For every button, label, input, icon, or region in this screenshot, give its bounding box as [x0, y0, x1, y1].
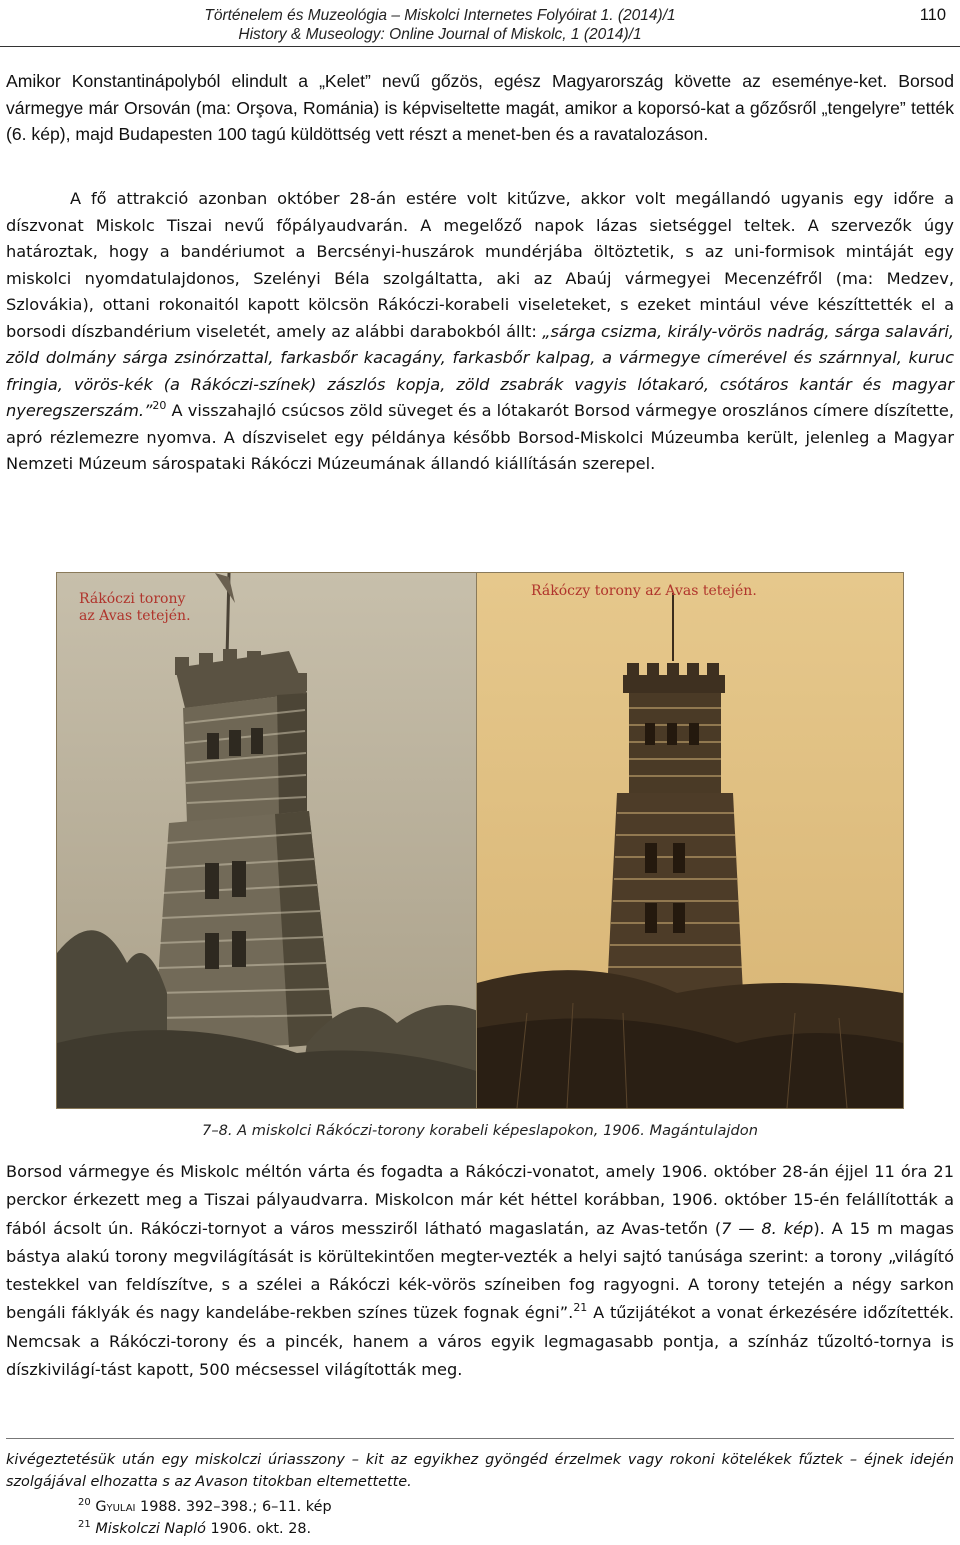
footnote-ref-20[interactable]: 20 — [152, 399, 167, 412]
paragraph-3-text-b: ). A 15 m magas bástya alakú torony megvilágítását is körültekintően megter-vezték a helyi sajtó tanúsága szerint: a torony „világító testekkel van feldíszítve, s a szélei a Rákóczi kék-vörös színeiben fog ragyogni. A torony tetején a négy sarkon bengáli fáklyák és nagy kandelábe-rekben színes tüzek fognak égni”. — [6, 1218, 954, 1323]
footnote-21-number: 21 — [78, 1519, 91, 1530]
page-number: 110 — [919, 6, 946, 24]
footnote-20-author: Gyulai — [95, 1499, 136, 1515]
figure-caption: 7–8. A miskolci Rákóczi-torony korabeli képeslapokon, 1906. Magántulajdon — [202, 1122, 758, 1139]
postcard-image-left — [56, 572, 484, 1109]
inscription-right: Rákóczy torony az Avas tetején. — [531, 583, 757, 599]
paragraph-3-text-c: A tűzijátékot a vonat érkezésére időzítették. Nemcsak a Rákóczi-torony és a pincék, hanem a város egyik legmagasabb pontja, a színház tűzoltó-tornya is díszkivilágí-tást kapott, 500 mécsessel világították meg. — [6, 1303, 954, 1380]
footnote-20-text: 1988. 392–398.; 6–11. kép — [135, 1499, 332, 1515]
paragraph-2-text: A fő attrakció azonban október 28-án estére volt kitűzve, akkor volt megállandó ugyanis egy időre a díszvonat Miskolc Tiszai nevű főpályaudvarán. A megelőző napok lázas sietséggel teltek. A szervezők úgy határoztak, hogy a bandériumot a Bercsényi-huszárok mundérjába öltöztetik, s az uni-formisok mintáját egy miskolci nyomdatulajdonos, Szelényi Béla szolgáltatta, aki az Abaúj vármegyei Mecenzéfről (ma: Medzev, Szlovákia), ottani rokonaitól kapott kölcsön Rákóczi-korabeli viseleteket, s ezeket mintául véve készíttették el a borsodi díszbandérium viseletét, amely az alábbi darabokból állt: — [6, 189, 954, 341]
footnote-21 — [78, 1521, 311, 1537]
paragraph-3-text-a: Borsod vármegye és Miskolc méltón várta és fogadta a Rákóczi-vonatot, amely 1906. október 28-án éjjel 11 óra 21 perckor érkezett meg a Tiszai pályaudvarra. Miskolcon már két héttel korábban, 1906. október 15-én felállították a fából ácsolt ún. Rákóczi-tornyot a város messziről látható magaslatán, az Avas-tetőn ( — [6, 1162, 954, 1238]
picture-reference: 7 — 8. kép — [721, 1218, 814, 1238]
journal-title — [0, 6, 880, 44]
paragraph-3 — [6, 1158, 954, 1384]
footnote-20 — [78, 1499, 332, 1515]
postcard-image-right — [476, 572, 904, 1109]
inscription-left: Rákóczi torony az Avas tetején. — [79, 591, 191, 624]
footnote-20-number: 20 — [78, 1497, 91, 1508]
tower-photo-right — [477, 573, 903, 1108]
footnote-continuation: kivégeztetésük után egy miskolczi úriasszony – kit az egyikhez gyöngéd érzelmek vagy rokoni kötelékek fűztek – éjnek idején szolgájával elhozatta s az Avason titokban eltemettette. — [6, 1452, 954, 1490]
journal-title-hu: Történelem és Muzeológia – Miskolci Internetes Folyóirat 1. (2014)/1 — [204, 7, 676, 24]
journal-title-en: History & Museology: Online Journal of Miskolc, 1 (2014)/1 — [238, 26, 642, 43]
paragraph-2-tail: A visszahajló csúcsos zöld süveget és a lótakarót Borsod vármegye oroszlános címere díszítette, apró rézlemezre nyomva. A díszviselet egy példánya később Borsod-Miskolci Múzeumba került, jelenleg a Magyar Nemzeti Múzeum sárospataki Rákóczi Múzeumának állandó kiállításán szerepel. — [6, 401, 955, 473]
footnote-21-title: Miskolczi Napló — [95, 1521, 206, 1537]
running-header — [0, 2, 960, 47]
footnote-21-text: 1906. okt. 28. — [205, 1521, 312, 1537]
tower-photo-left — [57, 573, 483, 1108]
footnote-divider — [6, 1438, 954, 1439]
footnote-ref-21[interactable]: 21 — [573, 1301, 588, 1315]
paragraph-1: Amikor Konstantinápolyból elindult a „Kelet” nevű gőzös, egész Magyarország követte az eseménye-ket. Borsod vármegye már Orsován (ma: Orşova, Románia) is képviseltette magát, amikor a koporsó-kat a gőzősről „tengelyre” tették (6. kép), majd Budapesten 100 tagú küldöttség vett részt a menet-ben és a ravatalozáson. — [6, 71, 954, 144]
quoted-attire-list: „sárga csizma, király-vörös nadrág, sárga salavári, zöld dolmány sárga zsinórzattal, farkasbőr kacagány, farkasbőr kalpag, a vármegye címerével és szárnnyal, kuruc fringia, vörös-kék (a Rákóczi-színek) zászlós kopja, zöld zsabrák vagyis lótakaró, csótáros kantár és magyar nyeregszerszám.” — [6, 321, 954, 420]
paragraph-2 — [6, 186, 954, 478]
